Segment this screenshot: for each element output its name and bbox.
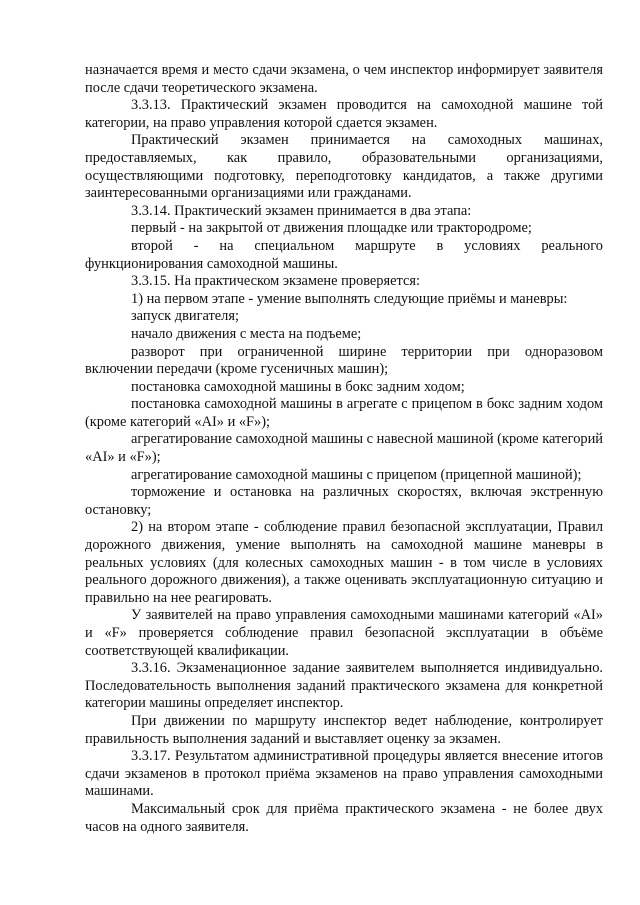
paragraph-8: 1) на первом этапе - умение выполнять следующие приёмы и маневры: (131, 290, 568, 307)
paragraph-5: первый - на закрытой от движения площадке или трактородроме; (131, 220, 532, 237)
paragraph-1: назначается время и место сдачи экзамена, о чем инспектор информирует заявителя после сдачи теоретического экзамена. (85, 62, 603, 96)
paragraph-3: Практический экзамен принимается на самоходных машинах, предоставляемых, как правило, образовательными организациями, осуществляющими подготовку, переподготовку кандидатов, а также другими заинтересованными организациями или гражданами. (85, 132, 603, 202)
paragraph-16: торможение и остановка на различных скоростях, включая экстренную остановку; (85, 484, 603, 518)
paragraph-13: постановка самоходной машины в агрегате с прицепом в бокс задним ходом (кроме категорий «AI» и «F»); (85, 396, 603, 430)
paragraph-17: 2) на втором этапе - соблюдение правил безопасной эксплуатации, Правил дорожного движения, умение выполнять на самоходной машине маневры в реальных условиях (для колесных самоходных машин - в том числе в условиях реального дорожного движения), а также оценивать эксплуатационную ситуацию и правильно на нее реагировать. (85, 519, 603, 606)
paragraph-2: 3.3.13. Практический экзамен проводится на самоходной машине той категории, на право управления которой сдается экзамен. (85, 97, 603, 131)
document-page (85, 62, 603, 836)
paragraph-12: постановка самоходной машины в бокс задним ходом; (131, 378, 465, 395)
paragraph-15: агрегатирование самоходной машины с прицепом (прицепной машиной); (131, 466, 582, 483)
paragraph-6: второй - на специальном маршруте в условиях реального функционирования самоходной машины. (85, 237, 603, 272)
paragraph-14: агрегатирование самоходной машины с навесной машиной (кроме категорий «AI» и «F»); (85, 431, 603, 466)
paragraph-18: У заявителей на право управления самоходными машинами категорий «AI» и «F» проверяется соблюдение правил безопасной эксплуатации в объёме соответствующей квалификации. (85, 607, 603, 659)
paragraph-19: 3.3.16. Экзаменационное задание заявителем выполняется индивидуально. Последовательность выполнения заданий практического экзамена для конкретной категории машины определяет инспектор. (85, 660, 603, 712)
paragraph-4: 3.3.14. Практический экзамен принимается в два этапа: (131, 202, 472, 219)
paragraph-22: Максимальный срок для приёма практического экзамена - не более двух часов на одного заявителя. (85, 800, 603, 835)
paragraph-20: При движении по маршруту инспектор ведет наблюдение, контролирует правильность выполнения заданий и выставляет оценку за экзамен. (85, 712, 603, 747)
paragraph-11: разворот при ограниченной ширине территории при одноразовом включении передачи (кроме гусеничных машин); (85, 343, 603, 378)
paragraph-7: 3.3.15. На практическом экзамене проверяется: (131, 273, 420, 290)
paragraph-10: начало движения с места на подъеме; (131, 325, 362, 342)
paragraph-9: запуск двигателя; (131, 308, 239, 325)
paragraph-21: 3.3.17. Результатом административной процедуры является внесение итогов сдачи экзаменов в протокол приёма экзаменов на право управления самоходными машинами. (85, 748, 603, 800)
